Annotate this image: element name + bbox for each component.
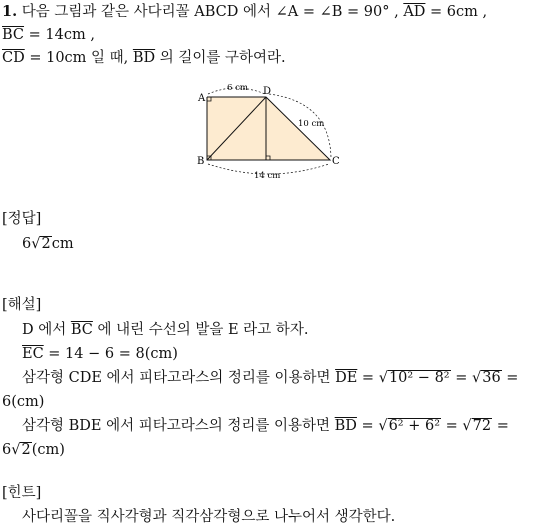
equals-sign: = xyxy=(361,418,374,434)
problem-text: = 14cm , xyxy=(28,27,95,43)
problem-line-3 xyxy=(2,49,286,67)
solution-text: 삼각형 BDE 에서 피타고라스의 정리를 이용하면 xyxy=(22,418,331,434)
answer-unit: cm xyxy=(51,236,74,252)
solution-text: 삼각형 CDE 에서 피타고라스의 정리를 이용하면 xyxy=(22,370,331,386)
problem-number: 1. xyxy=(2,3,18,20)
problem-text: 다음 그림과 같은 사다리꼴 ABCD 에서 ∠A = ∠B = 90° , xyxy=(21,4,399,20)
equals-sign: = xyxy=(506,370,519,386)
solution-text: = 14 − 6 = 8(cm) xyxy=(48,346,178,362)
segment-bd: $\overline{BD}$ xyxy=(334,418,357,434)
length-label-top: 6 cm xyxy=(227,83,248,93)
problem-text: = 10cm 일 때, xyxy=(29,50,129,66)
segment-de: $\overline{DE}$ xyxy=(335,370,358,386)
equals-sign: = xyxy=(361,370,375,386)
solution-line-3 xyxy=(22,369,518,387)
sqrt-sign: √10² − 8² xyxy=(378,370,450,386)
solution-text: 에 내린 수선의 발을 E 라고 하자. xyxy=(97,322,309,338)
vertex-label-c: C xyxy=(332,156,340,167)
vertex-label-d: D xyxy=(263,86,272,97)
segment-cd: $\overline{CD}$ xyxy=(2,50,25,66)
answer-radicand: 2 xyxy=(41,236,51,252)
length-label-bottom: 14 cm xyxy=(254,171,281,181)
solution-text: D 에서 xyxy=(22,322,67,338)
length-label-slant: 10 cm xyxy=(298,119,325,129)
solution-line-4: 6(cm) xyxy=(2,394,45,410)
sqrt-sign: √2 xyxy=(31,236,51,252)
sqrt-sign: √2 xyxy=(11,442,31,458)
problem-line-2 xyxy=(2,26,95,44)
answer-line xyxy=(22,235,74,253)
equals-sign: = xyxy=(445,418,458,434)
sqrt-sign: √6² + 6² xyxy=(378,418,441,434)
hint-text: 사다리꼴을 직사각형과 직각삼각형으로 나누어서 생각한다. xyxy=(22,509,396,525)
segment-ec: $\overline{EC}$ xyxy=(22,346,44,362)
sqrt-sign: √36 xyxy=(471,370,501,386)
trapezoid-figure xyxy=(190,80,350,185)
vertex-label-b: B xyxy=(197,156,205,167)
solution-line-2 xyxy=(22,345,178,363)
segment-ad: $\overline{AD}$ xyxy=(403,4,426,20)
sqrt-sign: √72 xyxy=(462,418,492,434)
radicand: 10² − 8² xyxy=(388,370,450,386)
problem-line-1 xyxy=(2,3,487,21)
vertex-label-a: A xyxy=(198,93,206,104)
answer-heading: [정답] xyxy=(2,211,42,227)
answer-coef: 6 xyxy=(22,236,32,252)
solution-heading: [해설] xyxy=(2,297,42,313)
solution-unit: (cm) xyxy=(31,442,65,458)
problem-text: = 6cm , xyxy=(430,4,488,20)
solution-line-6 xyxy=(2,441,65,459)
radicand: 36 xyxy=(482,370,501,386)
equals-sign: = xyxy=(455,370,468,386)
solution-coef: 6 xyxy=(2,442,12,458)
radicand: 2 xyxy=(21,442,31,458)
segment-bd: $\overline{BD}$ xyxy=(132,50,156,66)
segment-bc: $\overline{BC}$ xyxy=(70,322,93,338)
radicand: 6² + 6² xyxy=(388,418,441,434)
segment-bc: $\overline{BC}$ xyxy=(2,27,25,43)
problem-text: 의 길이를 구하여라. xyxy=(159,50,286,66)
equals-sign: = xyxy=(496,418,509,434)
radicand: 72 xyxy=(472,418,492,434)
solution-line-5 xyxy=(22,417,509,435)
solution-line-1 xyxy=(22,321,308,339)
hint-heading: [힌트] xyxy=(2,485,42,501)
